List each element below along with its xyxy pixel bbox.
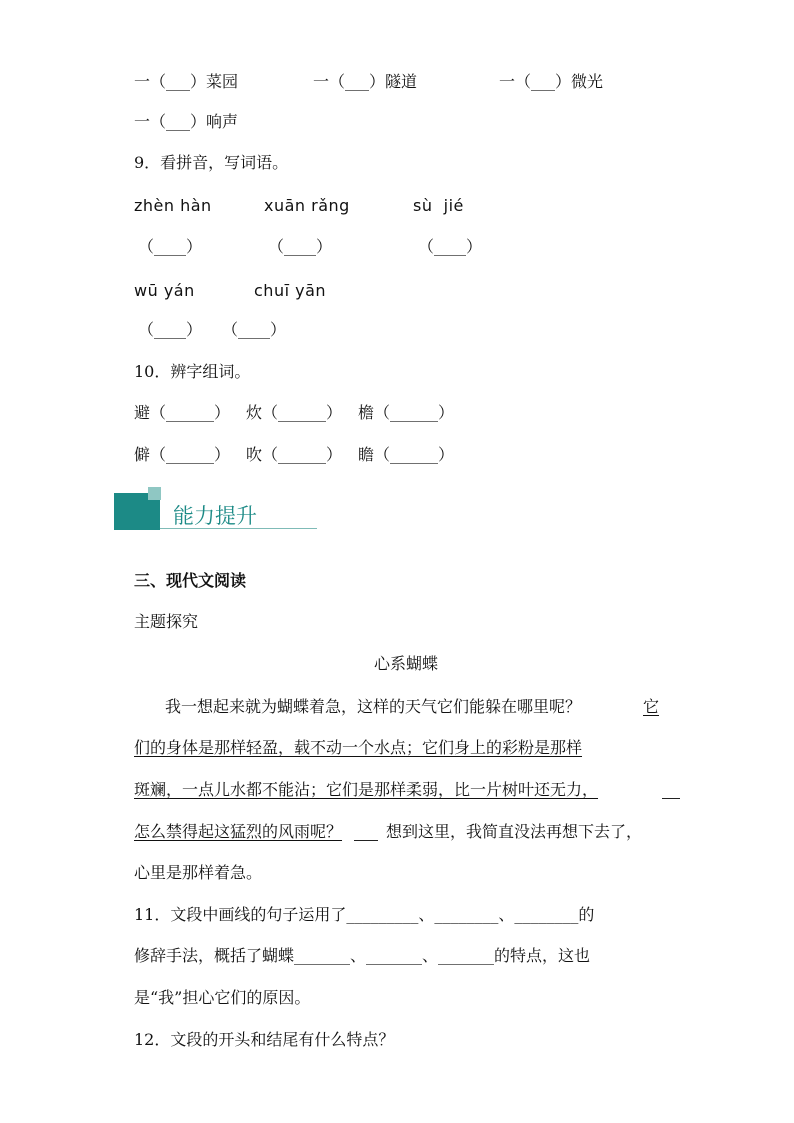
question-10-prompt: 10．辨字组词。	[134, 362, 251, 381]
passage-line: 想到这里，我简直没法再想下去了，	[386, 822, 643, 841]
char-word-item[interactable]: 炊（______）	[246, 403, 343, 422]
pinyin-1: zhèn hàn	[134, 196, 212, 215]
passage-underlined-line: 们的身体是那样轻盈，载不动一个水点；它们身上的彩粉是那样	[134, 738, 583, 757]
char-word-item[interactable]: 吹（______）	[246, 445, 343, 464]
char-word-item[interactable]: 僻（______）	[134, 445, 231, 464]
question-9-prompt: 9．看拼音，写词语。	[134, 153, 289, 172]
passage-underlined-end: 怎么禁得起这猛烈的风雨呢？	[134, 822, 343, 841]
measure-word-item-1: 一（___）菜园	[134, 72, 239, 91]
char-word-item[interactable]: 避（______）	[134, 403, 231, 422]
char-word-item[interactable]: 檐（______）	[358, 403, 455, 422]
question-11-line-2[interactable]: 修辞手法，概括了蝴蝶_______、_______、_______的特点，这也	[134, 946, 591, 965]
answer-blank-4[interactable]: （____）	[138, 320, 203, 339]
section-heading: 三、现代文阅读	[134, 571, 247, 590]
passage-underlined-start: 它	[643, 697, 660, 716]
passage-title: 心系蝴蝶	[374, 654, 439, 673]
answer-blank-2[interactable]: （____）	[268, 237, 333, 256]
measure-word-item-2: 一（___）隧道	[313, 72, 418, 91]
banner-accent-icon	[148, 487, 161, 500]
passage-underlined-line: 斑斓，一点儿水都不能沾；它们是那样柔弱，比一片树叶还无力，	[134, 780, 599, 799]
answer-blank-1[interactable]: （____）	[138, 237, 203, 256]
passage-line: 心里是那样着急。	[134, 863, 263, 882]
answer-blank-3[interactable]: （____）	[418, 237, 483, 256]
section-subheading: 主题探究	[134, 612, 199, 631]
pinyin-4: wū yán	[134, 281, 195, 300]
pinyin-3: sù jié	[413, 196, 464, 215]
measure-word-item-4: 一（___）响声	[134, 112, 239, 131]
section-banner-title: 能力提升	[173, 504, 257, 528]
question-11-line-1[interactable]: 11．文段中画线的句子运用了_________、________、________的	[134, 905, 595, 924]
question-12-prompt: 12．文段的开头和结尾有什么特点？	[134, 1030, 395, 1049]
passage-line-1: 我一想起来就为蝴蝶着急，这样的天气它们能躲在哪里呢？	[165, 697, 582, 716]
pinyin-5: chuī yān	[254, 281, 327, 300]
char-word-item[interactable]: 瞻（______）	[358, 445, 455, 464]
question-11-line-3: 是“我”担心它们的原因。	[134, 988, 311, 1007]
answer-blank-5[interactable]: （____）	[222, 320, 287, 339]
pinyin-2: xuān rǎng	[264, 196, 350, 215]
measure-word-item-3: 一（___）微光	[499, 72, 604, 91]
